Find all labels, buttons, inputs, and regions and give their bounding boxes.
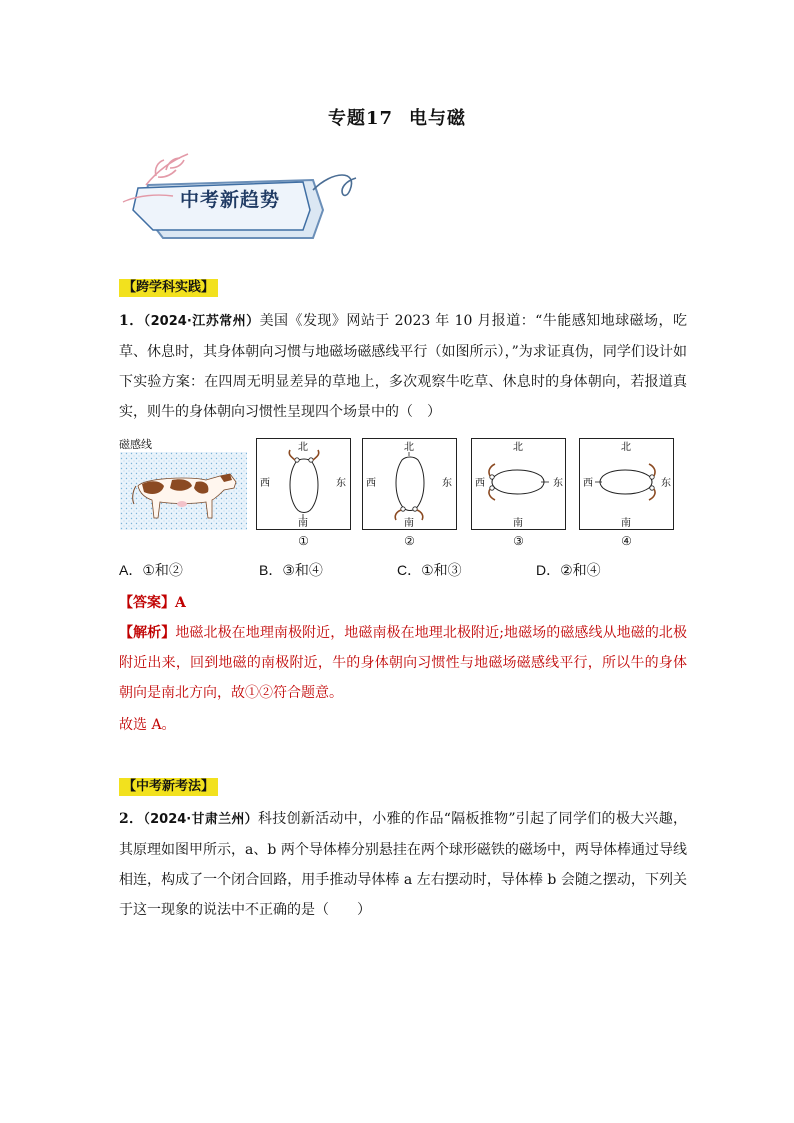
scene-4-west: 西 <box>583 478 593 489</box>
question-2-number: 2． <box>119 811 144 827</box>
option-a-text: ①和② <box>142 563 183 579</box>
section-tag-new-exam-method: 【中考新考法】 <box>119 778 218 796</box>
scene-1-number: ① <box>298 534 309 548</box>
answer-label: 【答案】 <box>119 595 175 611</box>
scene-2-south: 南 <box>404 518 414 529</box>
title-topic-name: 电与磁 <box>409 108 467 129</box>
question-1-answer <box>119 592 186 612</box>
option-b-letter: B． <box>259 562 283 578</box>
question-1-number: 1． <box>119 313 144 329</box>
question-2-source: （2024·甘肃兰州） <box>143 812 258 827</box>
question-1-analysis <box>119 618 687 708</box>
scene-4-diagram <box>579 438 674 530</box>
question-1-stem <box>119 306 687 427</box>
question-1-text: 美国《发现》网站于 2023 年 10 月报道：“牛能感知地球磁场，吃草、休息时，其身体朝向习惯与地磁场磁感线平行（如图所示），”为求证真伪，同学们设计如下实验方案：在四周无明显差异的草地上，多次观察牛吃草、休息时的身体朝向，若报道真实，则牛的身体朝向习惯性呈现四个场景中的（ ） <box>119 313 687 420</box>
scene-4-east: 东 <box>661 478 671 489</box>
scene-1-diagram <box>256 438 351 530</box>
scene-3-west: 西 <box>475 478 485 489</box>
question-2-text: 科技创新活动中，小雅的作品“隔板推物”引起了同学们的极大兴趣，其原理如图甲所示，a、b 两个导体棒分别悬挂在两个球形磁铁的磁场中，两导体棒通过导线相连，构成了一个闭合回路，用手推动导体棒 a 左右摆动时，导体棒 b 会随之摆动，下列关于这一现象的说法中不正确的是（ ） <box>119 811 687 918</box>
page-title <box>0 104 794 130</box>
analysis-label: 【解析】 <box>119 625 176 641</box>
scene-1-east: 东 <box>336 478 346 489</box>
question-1-options <box>119 560 689 580</box>
figure-field-line-label: 磁感线 <box>119 438 152 451</box>
cow-field-illustration <box>120 452 247 530</box>
option-d[interactable] <box>536 560 601 580</box>
title-topic-number: 专题17 <box>327 108 394 129</box>
option-c[interactable] <box>397 560 462 580</box>
scene-2-number: ② <box>404 534 415 548</box>
scene-3-north: 北 <box>513 442 523 453</box>
scene-3-diagram <box>471 438 566 530</box>
scene-1-north: 北 <box>298 442 308 453</box>
option-a[interactable] <box>119 560 183 580</box>
scene-3-south: 南 <box>513 518 523 529</box>
scene-1-south: 南 <box>298 518 308 529</box>
option-b-text: ③和④ <box>282 563 323 579</box>
scene-1-west: 西 <box>260 478 270 489</box>
scene-4-north: 北 <box>621 442 631 453</box>
scene-3-east: 东 <box>553 478 563 489</box>
scene-2-west: 西 <box>366 478 376 489</box>
option-d-letter: D． <box>536 562 561 578</box>
scene-2-north: 北 <box>404 442 414 453</box>
option-c-text: ①和③ <box>421 563 462 579</box>
analysis-text: 地磁北极在地理南极附近，地磁南极在地理北极附近;地磁场的磁感线从地磁的北极附近出来，回到地磁的南极附近，牛的身体朝向习惯性与地磁场磁感线平行，所以牛的身体朝向是南北方向，故①②符合题意。 <box>119 625 687 701</box>
option-b[interactable] <box>259 560 323 580</box>
scene-2-east: 东 <box>442 478 452 489</box>
option-c-letter: C． <box>397 562 422 578</box>
question-1-conclusion: 故选 A。 <box>119 717 176 733</box>
option-d-text: ②和④ <box>560 563 601 579</box>
section-tag-cross-discipline: 【跨学科实践】 <box>119 279 218 297</box>
answer-value: A <box>175 595 186 611</box>
banner-title: 中考新趋势 <box>180 189 281 211</box>
scene-4-south: 南 <box>621 518 631 529</box>
scene-4-number: ④ <box>621 534 632 548</box>
option-a-letter: A． <box>119 562 143 578</box>
scene-3-number: ③ <box>513 534 524 548</box>
question-1-source: （2024·江苏常州） <box>143 314 260 329</box>
scene-2-diagram <box>362 438 457 530</box>
question-2-stem <box>119 804 687 925</box>
